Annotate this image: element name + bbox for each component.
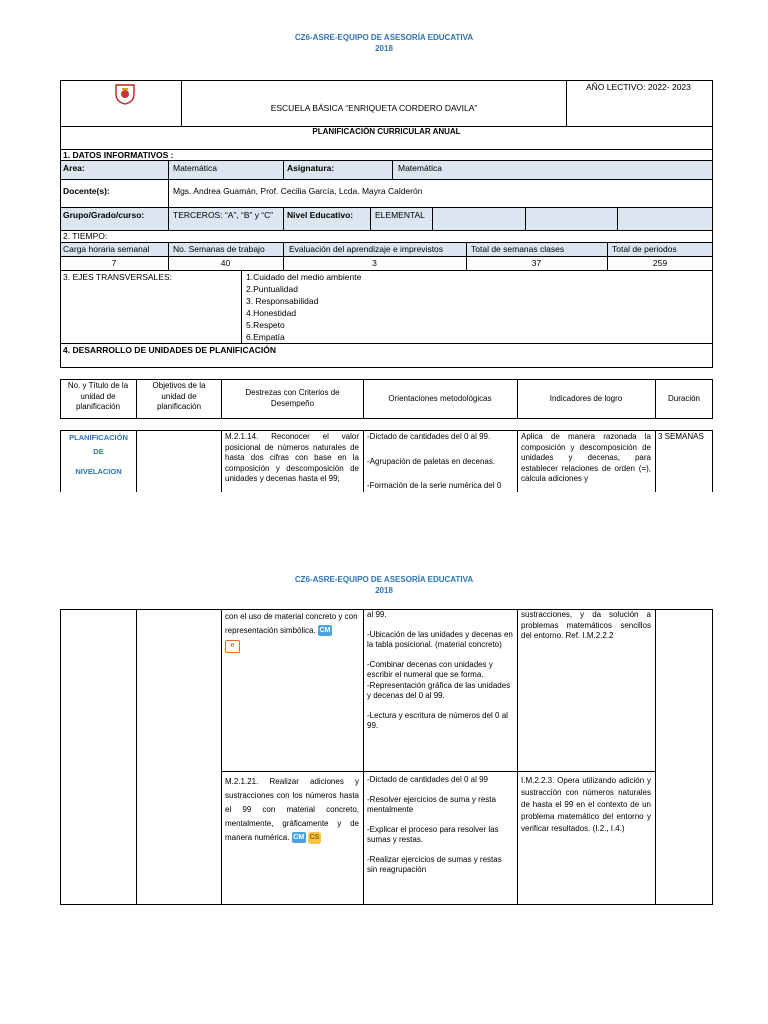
orientacion-item: -Representación gráfica de las unidades y decenas del 0 al 99. <box>367 680 511 700</box>
tiempo-header-5: Total de periodos <box>612 244 677 254</box>
destreza-1-cont <box>225 610 359 653</box>
orientacion-item: -Combinar decenas con unidades y escribir el numeral que se forma. <box>367 659 493 679</box>
th-orientaciones: Orientaciones metodológicas <box>388 394 492 403</box>
asignatura-value: Matemática <box>398 163 442 173</box>
grupo-value: TERCEROS: “A”, “B” y “C” <box>173 210 274 220</box>
header-org: CZ6-ASRE-EQUIPO DE ASESORÍA EDUCATIVA <box>294 33 474 42</box>
tiempo-value-5: 259 <box>652 258 668 268</box>
datos-section-title: 1. DATOS INFORMATIVOS : <box>63 150 174 160</box>
docentes-value: Mgs. Andrea Guamán, Prof. Cecilia García, Lcda. Mayra Calderón <box>173 186 423 196</box>
unit-title-line1: PLANIFICACIÓN <box>69 433 128 442</box>
desarrollo-section-title: 4. DESARROLLO DE UNIDADES DE PLANIFICACIÓN <box>63 345 276 355</box>
area-value: Matemática <box>173 163 217 173</box>
tiempo-value-3: 3 <box>372 258 377 268</box>
docentes-label: Docente(s): <box>63 186 110 196</box>
tiempo-section-title: 2. TIEMPO: <box>63 231 108 241</box>
grupo-label: Grupo/Grado/curso: <box>63 210 145 220</box>
tiempo-value-2: 40 <box>220 258 231 268</box>
destreza-1: M.2.1.14. Reconocer el valor posicional de números naturales de hasta dos cifras con base en la composición y descomposición de unidades y decenas hasta el 99; <box>225 432 359 483</box>
doc-title: PLANIFICACIÓN CURRICULAR ANUAL <box>312 127 461 136</box>
destreza-1-cont-text: con el uso de material concreto y con representación simbólica. <box>225 612 358 635</box>
eje-item: 1.Cuidado del medio ambiente <box>246 272 362 282</box>
orientaciones-1 <box>367 432 513 492</box>
school-name: ESCUELA BÁSICA “ENRIQUETA CORDERO DAVILA” <box>270 103 478 113</box>
header-year: 2018 <box>375 44 393 53</box>
tiempo-header-1: Carga horaria semanal <box>63 244 150 254</box>
unit-title <box>61 432 136 478</box>
nivel-label: Nivel Educativo: <box>287 210 354 220</box>
indicador-1-cont: sustracciones, y da solución a problemas matemáticos sencillos del entorno. Ref. I.M.2.2.2 <box>521 610 651 640</box>
orientacion-item: -Agrupación de paletas en decenas. <box>367 456 496 466</box>
area-row <box>61 161 712 179</box>
th-indicadores: Indicadores de logro <box>549 394 623 403</box>
eje-item: 2.Puntualidad <box>246 284 298 294</box>
area-label: Area: <box>63 163 85 173</box>
tiempo-header-2: No. Semanas de trabajo <box>173 244 265 254</box>
tiempo-header-3: Evaluación del aprendizaje e imprevistos <box>289 244 444 254</box>
cm-icon: CM <box>293 834 305 842</box>
school-logo <box>113 83 137 105</box>
orientacion-item: -Dictado de cantidades del 0 al 99 <box>367 775 488 784</box>
indicador-1: Aplica de manera razonada la composición y descomposición de unidades y decenas, para establecer relaciones de orden (=), calcula adiciones y <box>521 432 651 483</box>
ejes-label: 3. EJES TRANSVERSALES: <box>63 272 172 282</box>
orientaciones-2 <box>367 775 513 876</box>
unit-title-line3: NIVELACION <box>75 467 122 476</box>
duracion-1: 3 SEMANAS <box>658 432 704 441</box>
tiempo-value-4: 37 <box>531 258 542 268</box>
orientacion-item: -Explicar el proceso para resolver las sumas y restas. <box>367 824 499 844</box>
orientacion-item: -Ubicación de las unidades y decenas en la tabla posicional. (material concreto) <box>367 629 513 649</box>
orientacion-item: -Lectura y escritura de números del 0 al 99. <box>367 710 508 730</box>
school-year: AÑO LECTIVO: 2022- 2023 <box>586 82 691 92</box>
orientacion-item: -Formación de la serie numérica del 0 <box>367 481 502 490</box>
asignatura-label: Asignatura: <box>287 163 335 173</box>
th-unidad: No. y Título de la unidad de planificación <box>67 381 129 411</box>
ejes-list <box>246 271 361 343</box>
unit-title-line2: DE <box>93 447 104 456</box>
destreza-2 <box>225 775 359 845</box>
orientacion-item: al 99. <box>367 610 387 619</box>
page-header-2 <box>0 574 768 596</box>
header-year: 2018 <box>375 586 393 595</box>
destreza-2-text: M.2.1.21. Realizar adiciones y sustracciones con los números hasta el 99 con material concreto, mentalmente, gráficamente y de manera numérica. <box>225 777 359 842</box>
orientacion-item: -Resolver ejercicios de suma y resta mentalmente <box>367 794 496 814</box>
tiempo-value-1: 7 <box>111 258 117 268</box>
page-header <box>0 32 768 54</box>
orientacion-item: -Realizar ejercicios de sumas y restas sin reagrupación <box>367 854 502 874</box>
orientaciones-1-cont <box>367 610 513 732</box>
th-duracion: Duración <box>667 394 700 403</box>
eje-item: 5.Respeto <box>246 320 285 330</box>
header-org: CZ6-ASRE-EQUIPO DE ASESORÍA EDUCATIVA <box>294 575 474 584</box>
cs-icon: CS <box>308 832 321 844</box>
indicador-2: I.M.2.2.3. Opera utilizando adición y sustracción con números naturales de hasta el 99 en el contexto de un problema matemático del entorno y verificar resultados. (I.2., I.4.) <box>521 776 651 833</box>
eje-item: 6.Empatía <box>246 332 285 342</box>
eje-item: 4.Honestidad <box>246 308 297 318</box>
th-objetivos: Objetivos de la unidad de planificación <box>152 381 206 411</box>
e-icon: e <box>225 640 240 653</box>
orientacion-item: -Dictado de cantidades del 0 al 99. <box>367 432 491 441</box>
tiempo-header-4: Total de semanas clases <box>471 244 565 254</box>
th-destrezas: Destrezas con Criterios de Desempeño <box>245 388 340 408</box>
nivel-value: ELEMENTAL <box>375 210 425 220</box>
eje-item: 3. Responsabilidad <box>246 296 319 306</box>
cm-icon: CM <box>319 627 331 635</box>
